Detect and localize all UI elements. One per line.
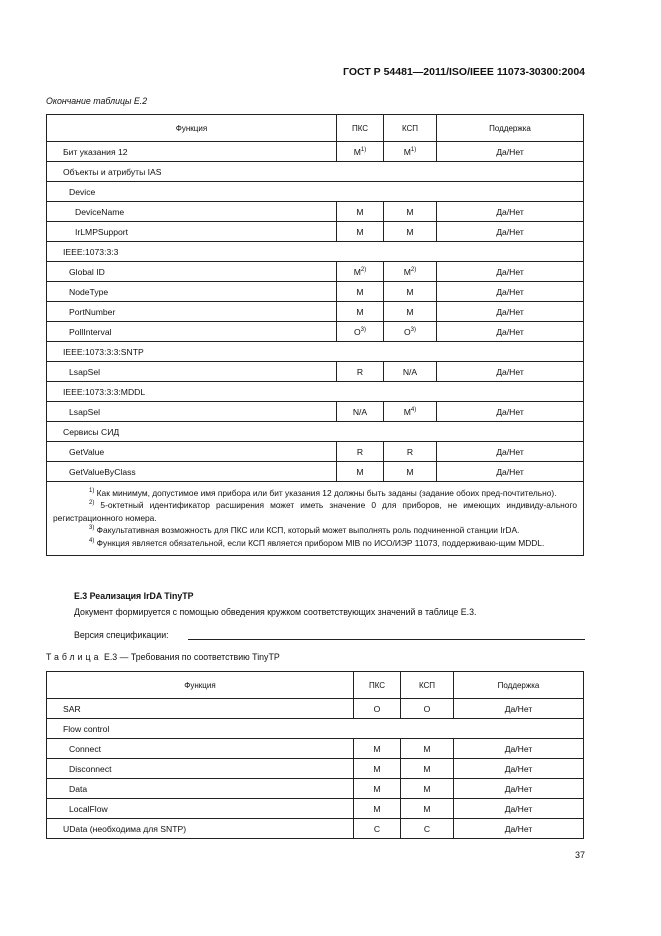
function-cell: Device — [47, 182, 584, 202]
support-cell: Да/Нет — [437, 202, 584, 222]
table1-caption: Окончание таблицы Е.2 — [46, 96, 148, 106]
ksp-cell: M — [384, 282, 437, 302]
function-cell: IrLMPSupport — [47, 222, 337, 242]
table1-notes — [47, 482, 584, 556]
table-row — [47, 322, 584, 342]
pks-cell: M — [337, 282, 384, 302]
table-row — [47, 202, 584, 222]
footnote: $^{2)}$ 5-октетный идентификатор расширения может иметь значение 0 для приборов, не имеющих индивиду-ального регистрационного номера. — [53, 500, 577, 523]
footnote: $^{1)}$ Как минимум, допустимое имя прибора или бит указания 12 должны быть заданы (задание обоих пред-почтительно). — [89, 488, 557, 498]
support-cell: Да/Нет — [437, 322, 584, 342]
table-row — [47, 402, 584, 422]
support-cell: Да/Нет — [437, 282, 584, 302]
support-cell: Да/Нет — [437, 442, 584, 462]
table-group-row — [47, 382, 584, 402]
table-group-row — [47, 162, 584, 182]
table-row — [47, 799, 584, 819]
table-row — [47, 739, 584, 759]
ksp-cell: M — [384, 462, 437, 482]
ksp-cell: M — [401, 799, 454, 819]
pks-cell: M — [337, 462, 384, 482]
col-header-ksp: КСП — [401, 672, 454, 699]
pks-cell: M — [337, 302, 384, 322]
function-cell: Data — [47, 779, 354, 799]
function-cell: Объекты и атрибуты IAS — [47, 162, 584, 182]
table-row — [47, 362, 584, 382]
function-cell: Сервисы СИД — [47, 422, 584, 442]
function-cell: LsapSel — [47, 402, 337, 422]
pks-cell: $M^{2)}$ — [337, 262, 384, 282]
table-row — [47, 262, 584, 282]
pks-cell: N/A — [337, 402, 384, 422]
pks-cell: M — [354, 779, 401, 799]
table-e2 — [46, 114, 584, 556]
pks-cell: O — [354, 699, 401, 719]
ksp-cell: M — [401, 739, 454, 759]
table-row — [47, 282, 584, 302]
ksp-cell: N/A — [384, 362, 437, 382]
pks-cell: M — [354, 799, 401, 819]
support-cell: Да/Нет — [454, 759, 584, 779]
footnote: $^{4)}$ Функция является обязательной, если КСП является прибором MIB по ИСО/ИЭР 11073, поддерживаю-щим MDDL. — [89, 537, 545, 548]
ksp-cell: $M^{4)}$ — [384, 402, 437, 422]
version-fill-line — [188, 639, 585, 640]
version-label: Версия спецификации: — [74, 630, 169, 640]
pks-cell: C — [354, 819, 401, 839]
ksp-cell: $O^{3)}$ — [384, 322, 437, 342]
col-header-function: Функция — [47, 115, 337, 142]
table-group-row — [47, 182, 584, 202]
function-cell: GetValue — [47, 442, 337, 462]
function-cell: Бит указания 12 — [47, 142, 337, 162]
col-header-ksp: КСП — [384, 115, 437, 142]
ksp-cell: R — [384, 442, 437, 462]
table-row — [47, 759, 584, 779]
col-header-pks: ПКС — [354, 672, 401, 699]
table-e3 — [46, 671, 584, 839]
ksp-cell: M — [384, 222, 437, 242]
pks-cell: M — [337, 202, 384, 222]
footnote: $^{3)}$ Факультативная возможность для ПКС или КСП, который может выполнять роль подчиненной станции IrDA. — [89, 525, 520, 536]
support-cell: Да/Нет — [437, 302, 584, 322]
table-group-row — [47, 242, 584, 262]
section-title: Е.3 Реализация IrDA TinyTP — [74, 591, 194, 601]
ksp-cell: $M^{2)}$ — [384, 262, 437, 282]
ksp-cell: O — [401, 699, 454, 719]
ksp-cell: $M^{1)}$ — [384, 142, 437, 162]
function-cell: LsapSel — [47, 362, 337, 382]
col-header-pks: ПКС — [337, 115, 384, 142]
function-cell: Disconnect — [47, 759, 354, 779]
ksp-cell: M — [401, 759, 454, 779]
ksp-cell: M — [384, 202, 437, 222]
table-row — [47, 462, 584, 482]
support-cell: Да/Нет — [454, 819, 584, 839]
support-cell: Да/Нет — [437, 362, 584, 382]
section-body: Документ формируется с помощью обведения кружком соответствующих значений в таблице Е.3. — [74, 607, 477, 617]
support-cell: Да/Нет — [454, 799, 584, 819]
function-cell: Flow control — [47, 719, 584, 739]
support-cell: Да/Нет — [437, 262, 584, 282]
function-cell: PortNumber — [47, 302, 337, 322]
table-row — [47, 819, 584, 839]
col-header-support: Поддержка — [454, 672, 584, 699]
ksp-cell: C — [401, 819, 454, 839]
support-cell: Да/Нет — [454, 739, 584, 759]
function-cell: SAR — [47, 699, 354, 719]
function-cell: IEEE:1073:3:3 — [47, 242, 584, 262]
table-row — [47, 142, 584, 162]
table2-caption: Таблица Е.3 — Требования по соответствию TinyTP — [46, 652, 280, 662]
ksp-cell: M — [384, 302, 437, 322]
page-number: 37 — [574, 850, 585, 860]
table-group-row — [47, 422, 584, 442]
pks-cell: M — [354, 759, 401, 779]
function-cell: UData (необходима для SNTP) — [47, 819, 354, 839]
pks-cell: $M^{1)}$ — [337, 142, 384, 162]
support-cell: Да/Нет — [437, 222, 584, 242]
table-row — [47, 222, 584, 242]
table-row — [47, 302, 584, 322]
support-cell: Да/Нет — [454, 699, 584, 719]
pks-cell: $O^{3)}$ — [337, 322, 384, 342]
function-cell: Global ID — [47, 262, 337, 282]
function-cell: NodeType — [47, 282, 337, 302]
pks-cell: M — [354, 739, 401, 759]
table-row — [47, 779, 584, 799]
support-cell: Да/Нет — [437, 462, 584, 482]
function-cell: IEEE:1073:3:3:MDDL — [47, 382, 584, 402]
document-header: ГОСТ Р 54481—2011/ISO/IEEE 11073-30300:2004 — [343, 66, 585, 78]
col-header-support: Поддержка — [437, 115, 584, 142]
col-header-function: Функция — [47, 672, 354, 699]
ksp-cell: M — [401, 779, 454, 799]
pks-cell: M — [337, 222, 384, 242]
table-group-row — [47, 342, 584, 362]
table-row — [47, 442, 584, 462]
function-cell: DeviceName — [47, 202, 337, 222]
support-cell: Да/Нет — [437, 402, 584, 422]
table-row — [47, 699, 584, 719]
function-cell: Connect — [47, 739, 354, 759]
function-cell: IEEE:1073:3:3:SNTP — [47, 342, 584, 362]
table-group-row — [47, 719, 584, 739]
pks-cell: R — [337, 442, 384, 462]
support-cell: Да/Нет — [437, 142, 584, 162]
function-cell: LocalFlow — [47, 799, 354, 819]
pks-cell: R — [337, 362, 384, 382]
function-cell: GetValueByClass — [47, 462, 337, 482]
function-cell: PollInterval — [47, 322, 337, 342]
support-cell: Да/Нет — [454, 779, 584, 799]
